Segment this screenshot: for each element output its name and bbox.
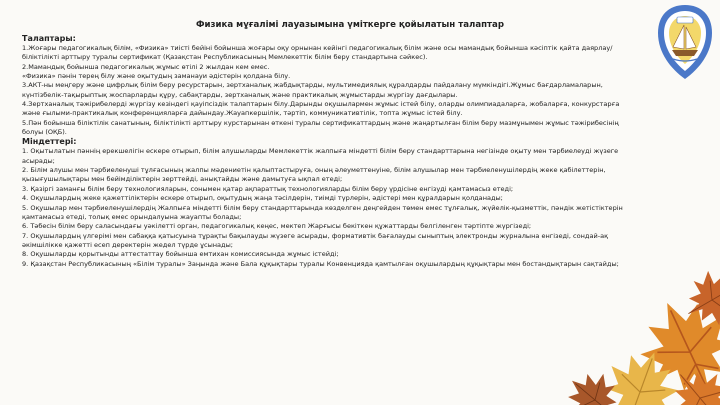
maple-leaf-icon — [626, 284, 720, 405]
duty-item: 9. Қазақстан Республикасының «Білім туралы» Заңында және Бала құқықтары туралы Конвенцияда қамтылған оқушылардың құқықтары мен бостандықтарын сақтайды; — [22, 259, 619, 268]
duty-item: 1. Оқытылатын пәннің ерекшелігін ескере отырып, білім алушыларды Мемлекеттік жалпыға міндетті білім беру стандарттарына негізінде оқыту мен тәрбиелеуді жүзеге асырады; — [22, 147, 619, 165]
maple-leaf-icon — [594, 340, 688, 405]
page-title: Физика мұғалімі лауазымына үміткерге қойылатын талаптар — [196, 20, 504, 30]
requirement-item: 5.Пән бойынша біліктілік санатының, біліктілікті арттыру курстарынан өткені туралы сертификаттардың және жаңартылған білім беру мазмұнымен жұмыс тәжірибесінің болуы (ОҚБ). — [22, 118, 619, 137]
maple-leaf-icon — [657, 355, 720, 405]
duty-item: 3. Қазіргі заманғы білім беру технологияларын, сонымен қатар ақпараттық технологияларды білім беру үрдісіне енгізуді қамтамасыз етеді; — [22, 184, 514, 193]
maple-leaf-icon — [675, 260, 720, 337]
requirement-item: 4.Зертханалық тәжірибелерді жүргізу кезіндегі қауіпсіздік талаптарын білу.Дарынды оқушылармен жұмыс істей білу, оларды олимпиадаларға, жобаларға, конкурстарға және ғылыми-практикалық конференцияларға дайындау.Жауапкершілік, тәртіп, коммуникативтілік, топта жұмыс істей білу. — [22, 100, 620, 118]
duty-item: 5. Оқушылар мен тәрбиеленушілердің Жалпыға міндетті білім беру стандарттарында көзделген деңгейден төмен емес тұлғалық, жүйелік-қызметтік, пәндік жетістіктерін қамтамасыз етеді, толық емес орындалуына жауапты болады; — [22, 203, 623, 221]
requirement-item: 2.Мамандық бойынша педагогикалық жұмыс өтілі 2 жылдан кем емес. — [22, 62, 270, 71]
school-ship-emblem-icon — [655, 3, 715, 81]
duty-item: 6. Тәбесін білім беру саласындағы уәкілетті орган, педагогикалық кеңес, мектеп Жарғысы бекіткен құжаттарды белгіленген тәртіпте жүргізеді; — [22, 222, 532, 231]
requirements-section — [22, 34, 638, 137]
duty-item: 7. Оқушылардың үлгерімі мен сабаққа қатысуына тұрақты бақылауды жүзеге асырады, формативтік бағалауды сыныптың электронды журналына енгізеді, сондай-ақ әкімшілікке қажетті есеп деректерін жедел түрде ұсынады; — [22, 231, 609, 249]
requirement-item: 3.АКТ-ны меңгеру және цифрлық білім беру ресурстарын, зертханалық жабдықтарды, мультимедиялық құралдарды пайдалану мүмкіндігі.Жұмыс бағдарламаларын, күнтізбелік-тақырыптық жоспарларды құру, сабақтарды, зертханалық және практикалық жұмыстарды жүргізу дағдылары. — [22, 81, 603, 99]
requirement-item: «Физика» пәнін терең білу және оқытудың заманауи әдістерін қолдана білу. — [22, 72, 291, 81]
requirement-item: 1.Жоғары педагогикалық білім, «Физика» тиісті бейіні бойынша жоғары оқу орнынан кейінгі педагогикалық білім және осы мамандық бойынша кәсіптік қайта даярлау/біліктілікті арттыру туралы сертификат (Қазақстан Республикасының Мемлекеттік білім беру стандартына сәйкес). — [22, 44, 613, 62]
duty-item: 2. Білім алушы мен тәрбиеленуші тұлғасының жалпы мәдениетін қалыптастыруға, оның әлеуметтенуіне, білім алушылар мен тәрбиеленушілердің жеке қабілеттерін, қызығушылықтары мен бейімділіктерін зерттейді, анықтайды және дамытуға ықпал етеді; — [22, 166, 606, 184]
duty-item: 4. Оқушылардың жеке қажеттіліктерін ескере отырып, оқытудың жаңа тәсілдерін, тиімді түрлерін, әдістері мен құралдарын қолданады; — [22, 194, 503, 203]
requirements-heading: Талаптары: — [22, 34, 76, 43]
document-content — [22, 20, 638, 269]
duties-heading: Міндеттері: — [22, 137, 77, 147]
maple-leaf-icon — [556, 361, 631, 405]
duties-section — [22, 137, 638, 268]
duty-item: 8. Оқушыларды қорытынды аттестаттау бойынша емтихан комиссиясында жұмыс істейді; — [22, 250, 339, 259]
